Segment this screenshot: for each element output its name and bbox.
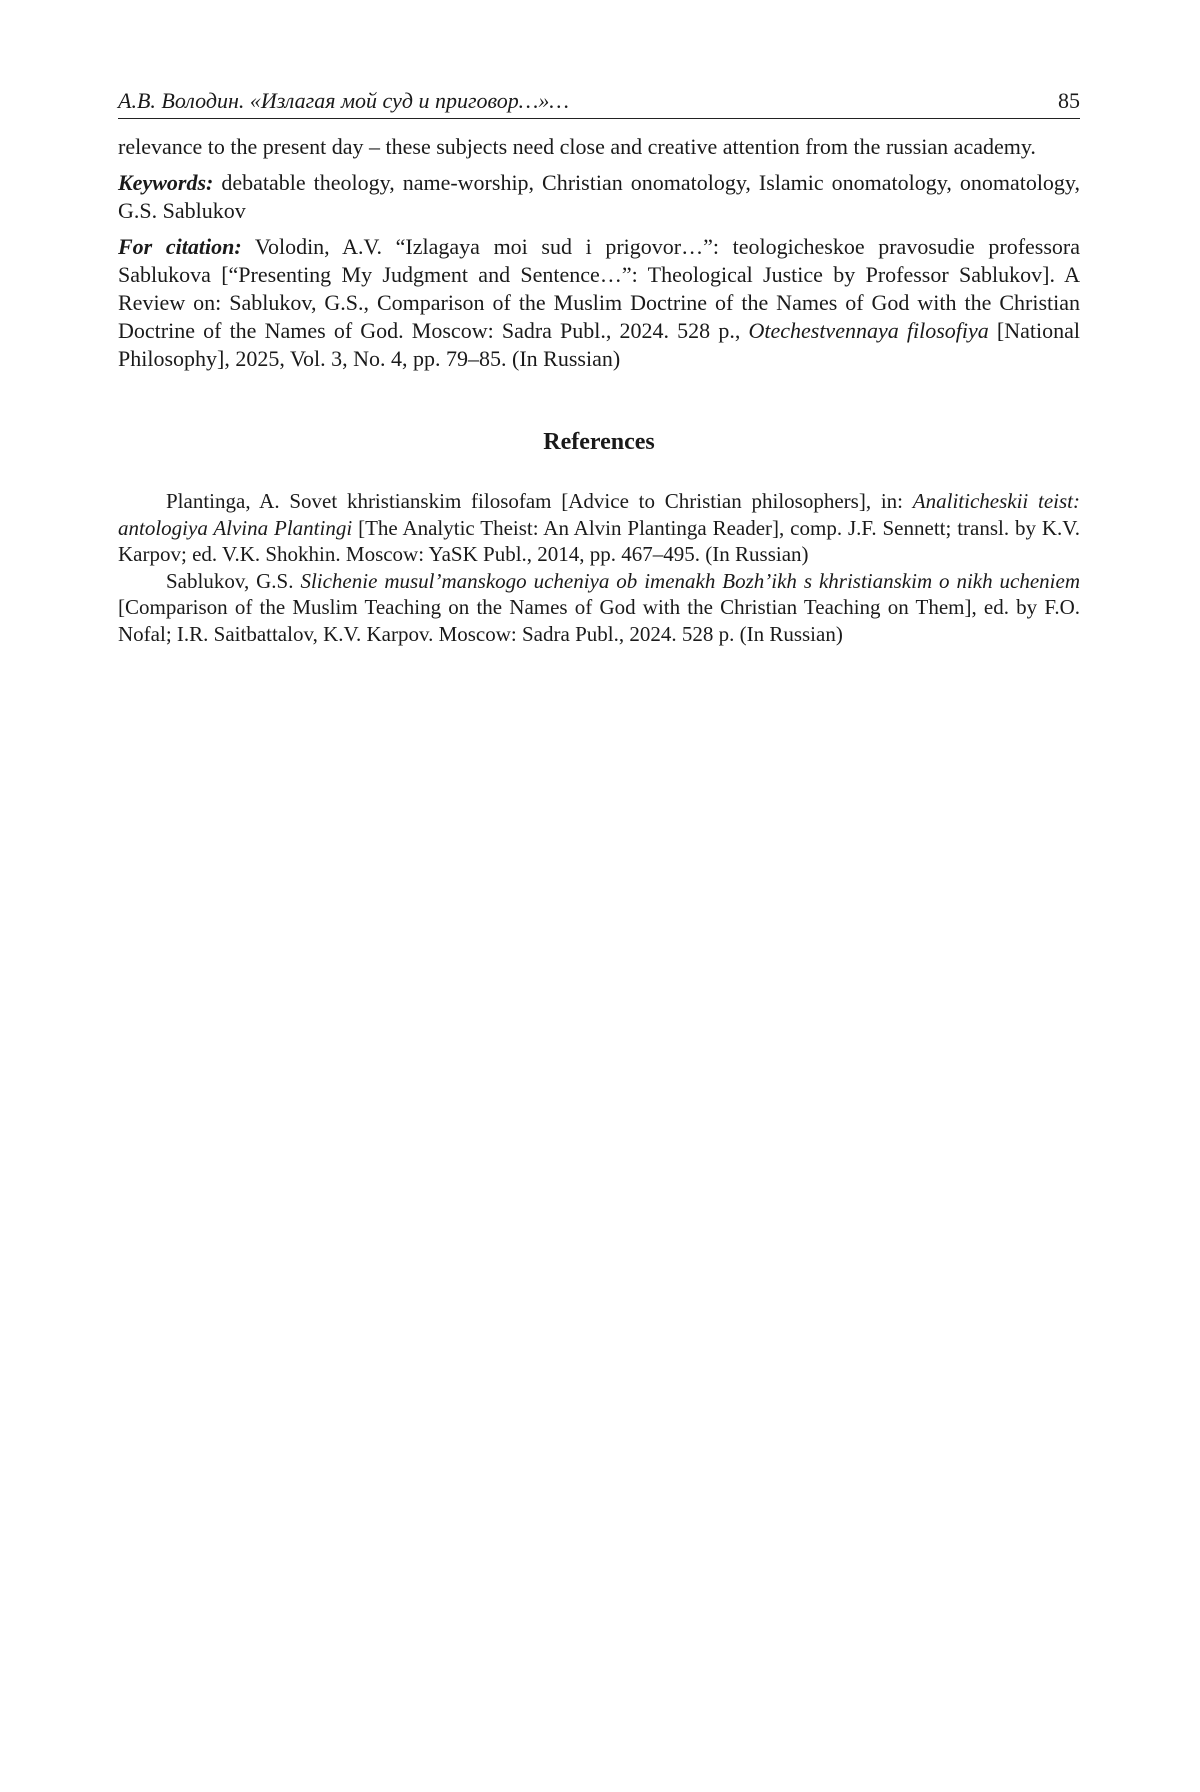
references-heading: References (543, 429, 655, 455)
citation-text: Volodin, A.V. “Izlagaya moi sud i prigovor…”: teologicheskoe pravosudie professora Sablukova [“Presenting My Judgment and Sentence…”: Theological Justice by Professor Sablukov]. A Review on: Sablukov, G.S., Comparison of the Muslim Doctrine of the Names of God with the Christian Doctrine of the Names of God. Moscow: Sadra Publ., 2024. 528 p., (118, 234, 1081, 343)
page-number: 85 (1058, 88, 1080, 113)
reference-item (118, 488, 1080, 568)
running-header (118, 88, 1080, 119)
document-page (118, 88, 1080, 647)
reference-text: Plantinga, A. Sovet khristianskim filosofam [Advice to Christian philosophers], in: (166, 489, 904, 513)
reference-text-end: [The Analytic Theist: An Alvin Plantinga Reader], comp. J.F. Sennett; transl. by K.V. Karpov; ed. V.K. Shokhin. Moscow: YaSK Publ., 2014, pp. 467–495. (In Russian) (118, 515, 1080, 566)
keywords-paragraph (118, 169, 1080, 225)
reference-text-end: [Comparison of the Muslim Teaching on the Names of God with the Christian Teaching on Them], ed. by F.O. Nofal; I.R. Saitbattalov, K.V. Karpov. Moscow: Sadra Publ., 2024. 528 p. (In Russian) (118, 595, 1080, 646)
citation-journal-title: Otechestvennaya filosofiya (748, 318, 989, 343)
reference-title: Analiticheskii teist: antologiya Alvina Plantingi (118, 489, 1080, 540)
reference-text: Sablukov, G.S. (166, 568, 294, 593)
citation-label: For citation: (118, 234, 242, 259)
reference-title: Slichenie musul’manskogo ucheniya ob imenakh Bozh’ikh s khristianskim o nikh ucheniem (300, 568, 1080, 593)
running-title: А.В. Володин. «Излагая мой суд и приговор…»… (118, 88, 569, 113)
citation-paragraph (118, 233, 1080, 373)
abstract-continuation: relevance to the present day – these subjects need close and creative attention from the russian academy. (118, 134, 1036, 159)
keywords-text: debatable theology, name-worship, Christian onomatology, Islamic onomatology, onomatology, G.S. Sablukov (118, 170, 1081, 223)
keywords-label: Keywords: (118, 170, 214, 195)
citation-text-end: [National Philosophy], 2025, Vol. 3, No. 4, pp. 79–85. (In Russian) (118, 318, 1080, 371)
reference-item (118, 568, 1080, 648)
